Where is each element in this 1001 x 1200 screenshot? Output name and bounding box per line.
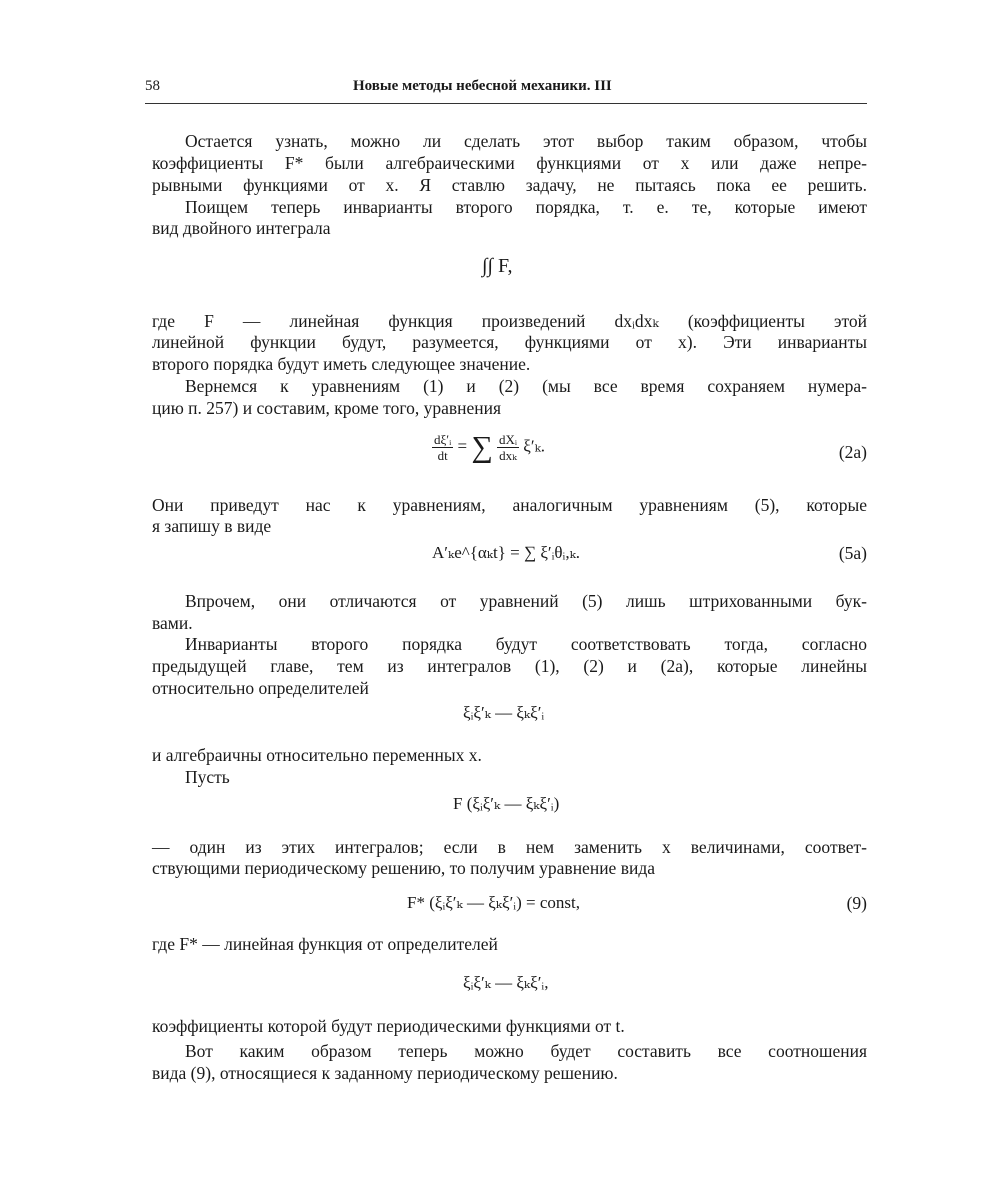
equation-2a bbox=[432, 432, 545, 463]
text-line: и алгебраичны относительно переменных x. bbox=[152, 745, 482, 765]
page-header bbox=[145, 78, 867, 102]
fraction-denominator: dxₖ bbox=[499, 448, 517, 463]
text-line: цию п. 257) и составим, кроме того, уравнения bbox=[152, 398, 502, 418]
equation-determinant: ξᵢξ′ₖ — ξₖξ′ᵢ bbox=[463, 703, 545, 722]
text-line: относительно определителей bbox=[152, 678, 369, 698]
text-line: где F* — линейная функция от определителей bbox=[152, 934, 498, 954]
equation-9: F* (ξᵢξ′ₖ — ξₖξ′ᵢ) = const, bbox=[407, 893, 580, 912]
page-number: 58 bbox=[145, 78, 160, 94]
equation-label-5a: (5а) bbox=[838, 543, 867, 563]
text-line: Вот каким образом теперь можно будет составить все соотношения bbox=[185, 1041, 867, 1061]
sum-sign: ∑ bbox=[471, 430, 493, 464]
fraction bbox=[432, 432, 453, 463]
fraction bbox=[497, 432, 519, 463]
fraction-numerator: dXᵢ bbox=[499, 432, 518, 447]
text-line: Вернемся к уравнениям (1) и (2) (мы все время сохраняем нумера- bbox=[185, 376, 867, 396]
equation-5a: A′ₖe^{αₖt} = ∑ ξ′ᵢθᵢ,ₖ. bbox=[432, 543, 581, 562]
text-line: линейной функции будут, разумеется, функциями от x). Эти инварианты bbox=[152, 332, 867, 352]
text-line: ствующими периодическому решению, то получим уравнение вида bbox=[152, 858, 655, 878]
equation-double-integral: ∫∫ F, bbox=[482, 255, 513, 277]
equation-label-2a: (2а) bbox=[838, 442, 867, 462]
text-line: коэффициенты F* были алгебраическими функциями от x или даже непре- bbox=[152, 153, 867, 173]
text-line: Инварианты второго порядка будут соответствовать тогда, согласно bbox=[185, 634, 867, 654]
text-line: рывными функциями от x. Я ставлю задачу, не пытаясь пока ее решить. bbox=[152, 175, 867, 195]
equation-determinant: ξᵢξ′ₖ — ξₖξ′ᵢ, bbox=[463, 973, 549, 992]
text-line: Поищем теперь инварианты второго порядка, т. е. те, которые имеют bbox=[185, 197, 867, 217]
equals-sign: = bbox=[457, 436, 468, 456]
text-line: второго порядка будут иметь следующее значение. bbox=[152, 354, 531, 374]
text-line: где F — линейная функция произведений dxᵢdxₖ (коэффициенты этой bbox=[152, 311, 867, 331]
text-line: Впрочем, они отличаются от уравнений (5) лишь штрихованными бук- bbox=[185, 591, 867, 611]
text-line: вид двойного интеграла bbox=[152, 218, 331, 238]
fraction-numerator: dξ′ᵢ bbox=[434, 432, 452, 447]
text-line: я запишу в виде bbox=[152, 516, 272, 536]
header-rule bbox=[145, 103, 867, 104]
equation-tail: ξ′ₖ. bbox=[523, 436, 546, 456]
text-line: Они приведут нас к уравнениям, аналогичным уравнениям (5), которые bbox=[152, 495, 867, 515]
text-line: вами. bbox=[152, 613, 193, 633]
text-line: коэффициенты которой будут периодическими функциями от t. bbox=[152, 1016, 625, 1036]
equation-label-9: (9) bbox=[846, 893, 867, 913]
fraction-denominator: dt bbox=[437, 448, 448, 463]
text-line: Остается узнать, можно ли сделать этот выбор таким образом, чтобы bbox=[185, 131, 867, 151]
text-line: — один из этих интегралов; если в нем заменить x величинами, соответ- bbox=[152, 837, 867, 857]
running-title: Новые методы небесной механики. III bbox=[353, 78, 612, 94]
text-line: вида (9), относящиеся к заданному периодическому решению. bbox=[152, 1063, 618, 1083]
equation-integral-f: F (ξᵢξ′ₖ — ξₖξ′ᵢ) bbox=[453, 794, 560, 813]
text-line: предыдущей главе, тем из интегралов (1), (2) и (2а), которые линейны bbox=[152, 656, 867, 676]
text-line: Пусть bbox=[185, 767, 230, 787]
